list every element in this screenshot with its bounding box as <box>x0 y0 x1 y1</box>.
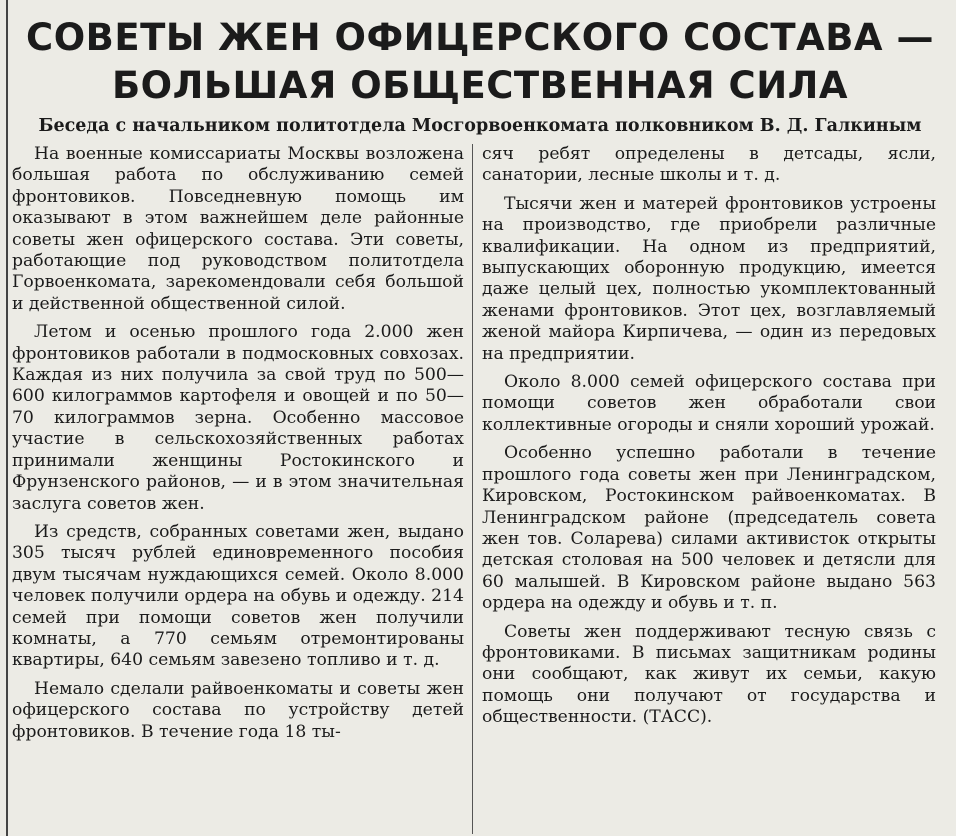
paragraph: Немало сделали райвоенкоматы и советы жен офицерского состава по устройству детей фронтовиков. В течение года 18 ты- <box>12 678 464 742</box>
article-subtitle: Беседа с начальником политотдела Мосгорвоенкомата полковником В. Д. Галкиным <box>38 116 922 136</box>
left-border-rule <box>6 0 8 836</box>
paragraph: Особенно успешно работали в течение прошлого года советы жен при Ленинградском, Кировском, Ростокинском райвоенкоматах. В Ленинградском районе (председатель совета жен тов. Соларева) силами активисток открыты детская столовая на 500 человек и детясли для 60 малышей. В Кировском районе выдано 563 ордера на одежду и обувь и т. п. <box>482 443 936 614</box>
paragraph: Из средств, собранных советами жен, выдано 305 тысяч рублей единовременного пособия двум тысячам нуждающихся семей. Около 8.000 человек получили ордера на обувь и одежду. 214 семей при помощи советов жен получили комнаты, а 770 семьям отремонтированы квартиры, 640 семьям завезено топливо и т. д. <box>12 521 464 671</box>
paragraph: Тысячи жен и матерей фронтовиков устроены на производство, где приобрели различные квалификации. На одном из предприятий, выпускающих оборонную продукцию, имеется даже целый цех, полностью укомплектованный женами фронтовиков. Этот цех, возглавляемый женой майора Кирпичева, — один из передовых на предприятии. <box>482 193 936 364</box>
article-column-2 <box>482 144 936 736</box>
paragraph: Советы жен поддерживают тесную связь с фронтовиками. В письмах защитникам родины они сообщают, как живут их семьи, какую помощь они получают от государства и общественности. (ТАСС). <box>482 621 936 728</box>
article-headline <box>14 14 946 110</box>
paragraph-continuation: сяч ребят определены в детсады, ясли, санатории, лесные школы и т. д. <box>482 144 936 186</box>
article-column-1 <box>12 144 464 750</box>
headline-line-2: БОЛЬШАЯ ОБЩЕСТВЕННАЯ СИЛА <box>111 64 849 107</box>
paragraph: На военные комиссариаты Москвы возложена большая работа по обслуживанию семей фронтовиков. Повседневную помощь им оказывают в этом важнейшем деле районные советы жен офицерского состава. Эти советы, работающие под руководством политотдела Горвоенкомата, зарекомендовали себя большой и действенной общественной силой. <box>12 144 464 314</box>
headline-line-1: СОВЕТЫ ЖЕН ОФИЦЕРСКОГО СОСТАВА — <box>26 16 934 59</box>
paragraph: Около 8.000 семей офицерского состава при помощи советов жен обработали свои коллективные огороды и сняли хороший урожай. <box>482 372 936 435</box>
column-divider <box>472 144 473 834</box>
paragraph: Летом и осенью прошлого года 2.000 жен фронтовиков работали в подмосковных совхозах. Каждая из них получила за свой труд по 500—600 килограммов картофеля и овощей и по 50—70 килограммов зерна. Особенно массовое участие в сельскохозяйственных работах принимали женщины Ростокинского и Фрунзенского районов, — и в этом значительная заслуга советов жен. <box>12 322 464 514</box>
